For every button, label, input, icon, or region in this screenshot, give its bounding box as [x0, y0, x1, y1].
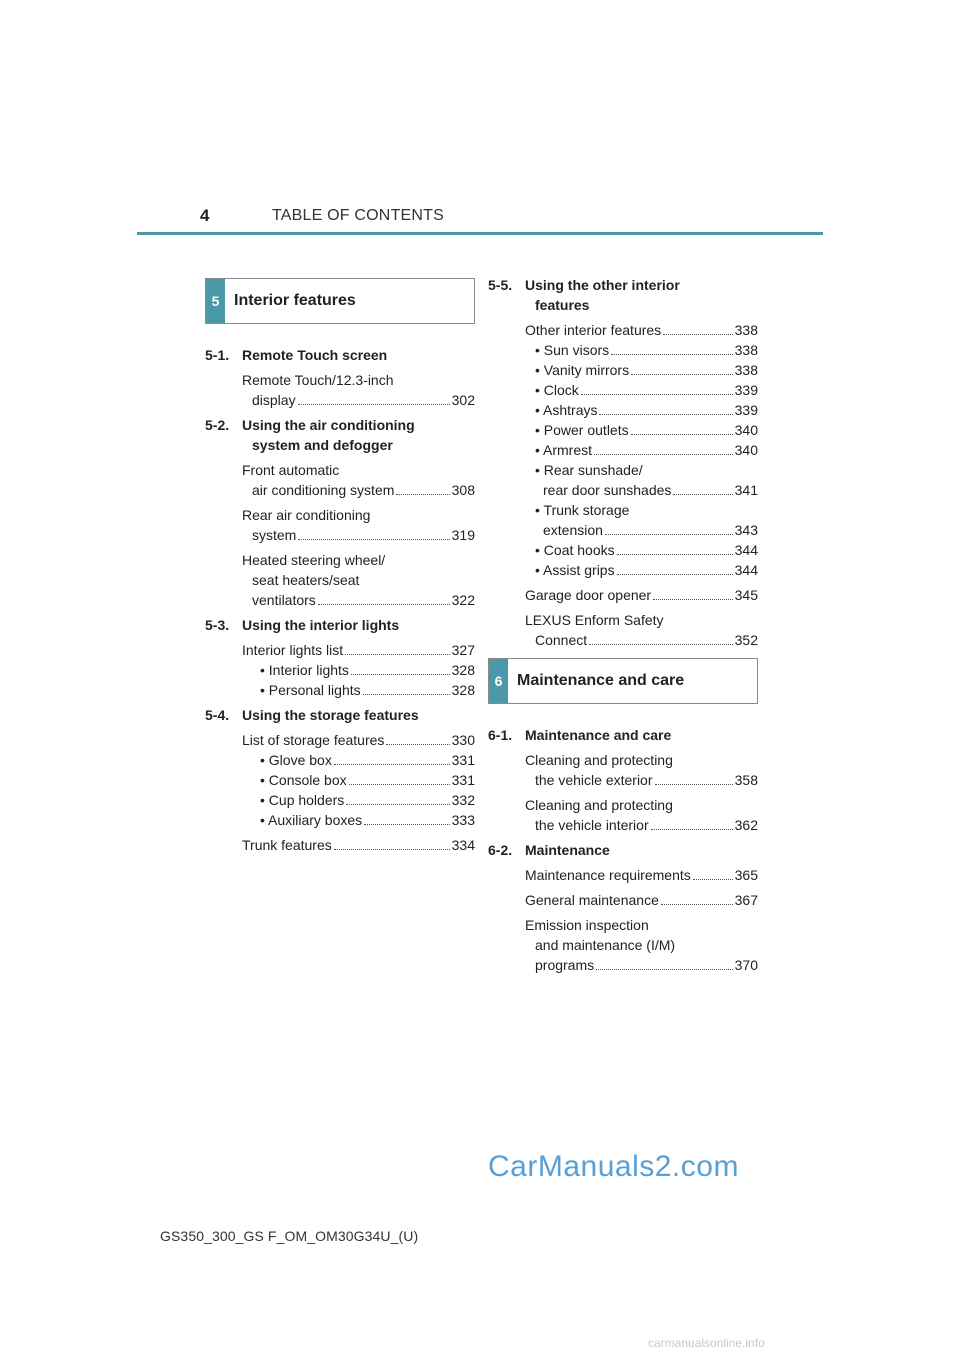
entry-text: • Console box — [260, 772, 347, 788]
entry-text: Rear air conditioning — [242, 507, 371, 523]
page-ref: 341 — [734, 482, 758, 498]
page-ref: 319 — [451, 527, 475, 543]
carmanuals-watermark: CarManuals2.com — [488, 1150, 739, 1183]
carmanualsonline-watermark: carmanualsonline.info — [648, 1336, 765, 1350]
toc-entry[interactable] — [488, 865, 758, 885]
section-title: Maintenance and care — [517, 672, 685, 689]
subsection-title: Using the air conditioning — [242, 417, 415, 433]
page-ref: 328 — [451, 662, 475, 678]
toc-bullet[interactable] — [525, 540, 758, 560]
entry-text: Emission inspection — [525, 917, 649, 933]
entry-text: • Assist grips — [535, 562, 615, 578]
page-ref: 362 — [734, 817, 758, 833]
subsection-title: Maintenance and care — [525, 727, 672, 743]
page-ref: 365 — [734, 867, 758, 883]
subsection-number: 5-2. — [205, 417, 230, 433]
entry-text: Cleaning and protecting — [525, 797, 673, 813]
page-ref: 338 — [734, 322, 758, 338]
toc-entry[interactable] — [488, 320, 758, 580]
section-header-5[interactable] — [205, 278, 475, 324]
toc-bullet[interactable] — [525, 380, 758, 400]
toc-entry[interactable] — [488, 795, 758, 835]
toc-bullet[interactable] — [525, 440, 758, 460]
page-ref: 302 — [451, 392, 475, 408]
entry-text: • Ashtrays — [535, 402, 598, 418]
entry-text: Cleaning and protecting — [525, 752, 673, 768]
entry-text: Remote Touch/12.3-inch — [242, 372, 394, 388]
entry-text: • Clock — [535, 382, 579, 398]
entry-text: air conditioning system — [252, 482, 395, 498]
toc-bullet[interactable] — [525, 560, 758, 580]
toc-entry[interactable] — [488, 890, 758, 910]
page-ref: 340 — [734, 422, 758, 438]
entry-text: programs — [535, 957, 595, 973]
entry-text: • Armrest — [535, 442, 593, 458]
page-ref: 331 — [451, 752, 475, 768]
running-header-title: TABLE OF CONTENTS — [272, 207, 445, 224]
toc-bullet[interactable] — [242, 660, 475, 680]
page-ref: 308 — [451, 482, 475, 498]
section-number: 5 — [206, 279, 225, 323]
entry-text: • Auxiliary boxes — [260, 812, 363, 828]
subsection-title: Maintenance — [525, 842, 610, 858]
page-ref: 340 — [734, 442, 758, 458]
entry-text: display — [252, 392, 296, 408]
entry-text: • Vanity mirrors — [535, 362, 630, 378]
subsection-title-line2: system and defogger — [252, 437, 393, 453]
page-ref: 343 — [734, 522, 758, 538]
subsection-number: 5-5. — [488, 277, 513, 293]
subsection-6-1 — [488, 725, 758, 745]
page-ref: 327 — [451, 642, 475, 658]
page-ref: 330 — [451, 732, 475, 748]
subsection-title: Using the interior lights — [242, 617, 400, 633]
subsection-5-1 — [205, 345, 475, 365]
entry-text: Maintenance requirements — [525, 867, 691, 883]
entry-text: system — [252, 527, 297, 543]
subsection-6-2 — [488, 840, 758, 860]
page-ref: 358 — [734, 772, 758, 788]
toc-entry[interactable] — [205, 370, 475, 410]
toc-entry[interactable] — [488, 610, 758, 650]
page-ref: 334 — [451, 837, 475, 853]
page-ref: 345 — [734, 587, 758, 603]
toc-bullet[interactable] — [525, 480, 758, 500]
toc-bullet[interactable] — [242, 810, 475, 830]
toc-bullet[interactable] — [525, 520, 758, 540]
subsection-5-5 — [488, 275, 758, 315]
entry-text: rear door sunshades — [543, 482, 672, 498]
subsection-number: 5-4. — [205, 707, 230, 723]
entry-text: the vehicle exterior — [535, 772, 653, 788]
subsection-5-4 — [205, 705, 475, 725]
page-ref: 344 — [734, 542, 758, 558]
subsection-number: 5-1. — [205, 347, 230, 363]
entry-text: Other interior features — [525, 322, 662, 338]
page-ref: 338 — [734, 362, 758, 378]
toc-bullet[interactable] — [525, 420, 758, 440]
right-column — [488, 275, 758, 980]
entry-text: LEXUS Enform Safety — [525, 612, 664, 628]
toc-entry[interactable] — [488, 915, 758, 975]
toc-entry[interactable] — [205, 730, 475, 830]
page-ref: 332 — [451, 792, 475, 808]
subsection-title: Using the storage features — [242, 707, 419, 723]
subsection-title: Remote Touch screen — [242, 347, 388, 363]
section-header-6[interactable] — [488, 658, 758, 704]
toc-entry[interactable] — [205, 835, 475, 855]
page-ref: 370 — [734, 957, 758, 973]
entry-text: ventilators — [252, 592, 316, 608]
entry-text: • Trunk storage — [535, 502, 630, 518]
toc-entry[interactable] — [205, 640, 475, 700]
page-ref: 331 — [451, 772, 475, 788]
toc-bullet[interactable] — [525, 360, 758, 380]
toc-bullet[interactable] — [242, 750, 475, 770]
entry-text: extension — [543, 522, 603, 538]
entry-text: • Coat hooks — [535, 542, 615, 558]
toc-entry[interactable] — [205, 505, 475, 545]
subsection-5-3 — [205, 615, 475, 635]
toc-bullet[interactable] — [242, 790, 475, 810]
entry-text: • Rear sunshade/ — [535, 462, 643, 478]
subsection-number: 6-2. — [488, 842, 513, 858]
section-number: 6 — [489, 659, 508, 703]
page-number: 4 — [200, 206, 210, 225]
entry-text: • Cup holders — [260, 792, 345, 808]
entry-text: • Personal lights — [260, 682, 361, 698]
subsection-5-2 — [205, 415, 475, 455]
entry-text: Heated steering wheel/ — [242, 552, 386, 568]
page-ref: 322 — [451, 592, 475, 608]
document-code-footer: GS350_300_GS F_OM_OM30G34U_(U) — [160, 1228, 419, 1244]
entry-text: • Sun visors — [535, 342, 610, 358]
page-ref: 339 — [734, 382, 758, 398]
entry-text: and maintenance (I/M) — [535, 937, 676, 953]
subsection-number: 6-1. — [488, 727, 513, 743]
subsection-title-line2: features — [535, 297, 590, 313]
page-ref: 367 — [734, 892, 758, 908]
entry-text: seat heaters/seat — [252, 572, 360, 588]
subsection-number: 5-3. — [205, 617, 230, 633]
left-column — [205, 278, 475, 860]
entry-text: the vehicle interior — [535, 817, 649, 833]
page-ref: 338 — [734, 342, 758, 358]
page-ref: 328 — [451, 682, 475, 698]
entry-text: Interior lights list — [242, 642, 344, 658]
toc-bullet[interactable] — [525, 400, 758, 420]
entry-text: List of storage features — [242, 732, 385, 748]
page-ref: 352 — [734, 632, 758, 648]
entry-text: Garage door opener — [525, 587, 652, 603]
toc-bullet[interactable] — [242, 770, 475, 790]
toc-entry[interactable] — [205, 550, 475, 610]
section-title: Interior features — [234, 292, 356, 309]
entry-text: Trunk features — [242, 837, 332, 853]
page-ref: 333 — [451, 812, 475, 828]
toc-entry[interactable] — [488, 750, 758, 790]
toc-bullet[interactable] — [242, 680, 475, 700]
header-rule — [137, 232, 823, 235]
page-ref: 344 — [734, 562, 758, 578]
page-ref: 339 — [734, 402, 758, 418]
toc-entry[interactable] — [205, 460, 475, 500]
toc-entry[interactable] — [488, 585, 758, 605]
toc-bullet[interactable] — [525, 340, 758, 360]
entry-text: • Power outlets — [535, 422, 629, 438]
entry-text: General maintenance — [525, 892, 659, 908]
entry-text: • Interior lights — [260, 662, 349, 678]
entry-text: Connect — [535, 632, 588, 648]
subsection-title: Using the other interior — [525, 277, 680, 293]
entry-text: • Glove box — [260, 752, 332, 768]
entry-text: Front automatic — [242, 462, 340, 478]
